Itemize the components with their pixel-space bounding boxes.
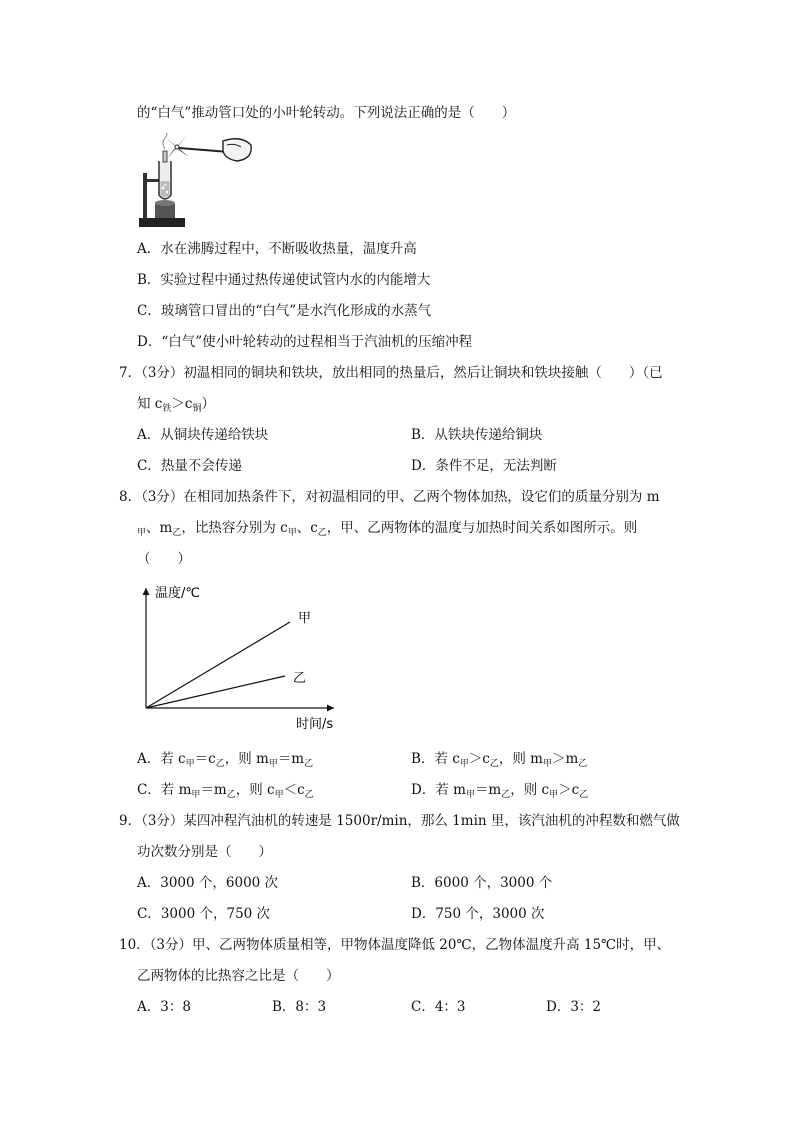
q9-option-a[interactable]: A．3000 个，6000 次 bbox=[137, 875, 279, 891]
q6-option-c[interactable]: C．玻璃管口冒出的“白气”是水汽化形成的水蒸气 bbox=[137, 303, 432, 319]
temperature-time-graph bbox=[130, 580, 360, 730]
q9-option-c[interactable]: C．3000 个，750 次 bbox=[137, 906, 271, 922]
series-yi-label: 乙 bbox=[293, 671, 307, 686]
q9-stem-line2: 功次数分别是（ ） bbox=[137, 844, 272, 860]
q8-stem-line3: （ ） bbox=[137, 551, 191, 567]
q7-stem-line1: 7．（3分）初温相同的铜块和铁块，放出相同的热量后，然后让铜块和铁块接触（ ）（已 bbox=[119, 365, 663, 381]
q7-stem-line2: 知 $c_铁>c_铜$） bbox=[137, 396, 215, 414]
q7-option-c[interactable]: C．热量不会传递 bbox=[137, 458, 242, 474]
q10-option-a[interactable]: A．3：8 bbox=[137, 999, 191, 1015]
series-jia-label: 甲 bbox=[298, 611, 312, 626]
q8-option-d[interactable]: D．若 $m_甲=m_乙$，则 $c_甲>c_乙$ bbox=[411, 782, 589, 800]
q8-option-a[interactable]: A．若 $c_甲=c_乙$，则 $m_甲=m_乙$ bbox=[137, 751, 314, 769]
series-jia-line bbox=[146, 622, 290, 708]
q10-option-b[interactable]: B．8：3 bbox=[272, 999, 327, 1015]
q8-option-b[interactable]: B．若 $c_甲>c_乙$，则 $m_甲>m_乙$ bbox=[411, 751, 588, 769]
q7-option-d[interactable]: D．条件不足，无法判断 bbox=[411, 458, 557, 474]
q8-stem-line1: 8．（3分）在相同加热条件下，对初温相同的甲、乙两个物体加热，设它们的质量分别为 m bbox=[119, 489, 660, 505]
q10-option-d[interactable]: D．3：2 bbox=[546, 999, 602, 1015]
q9-option-b[interactable]: B．6000 个，3000 个 bbox=[411, 875, 553, 891]
y-axis-label: 温度/℃ bbox=[155, 586, 200, 601]
q10-stem-line2: 乙两物体的比热容之比是（ ） bbox=[137, 968, 340, 984]
q9-option-d[interactable]: D．750 个，3000 次 bbox=[411, 906, 545, 922]
q7-option-a[interactable]: A．从铜块传递给铁块 bbox=[137, 427, 269, 443]
q10-stem-line1: 10．（3分）甲、乙两物体质量相等，甲物体温度降低 20℃，乙物体温度升高 15℃时，甲、 bbox=[119, 937, 671, 953]
boiling-test-tube-pinwheel-illustration bbox=[137, 133, 255, 229]
x-axis-label: 时间/s bbox=[296, 717, 334, 730]
series-yi-line bbox=[146, 676, 285, 708]
q8-option-c[interactable]: C．若 $m_甲=m_乙$，则 $c_甲<c_乙$ bbox=[137, 782, 314, 800]
q7-option-b[interactable]: B．从铁块传递给铜块 bbox=[411, 427, 543, 443]
q6-option-d[interactable]: D．“白气”使小叶轮转动的过程相当于汽油机的压缩冲程 bbox=[137, 334, 473, 350]
q6-option-b[interactable]: B．实验过程中通过热传递使试管内水的内能增大 bbox=[137, 272, 431, 288]
q8-stem-line2: $_甲$、$m_乙$，比热容分别为 $c_甲$、$c_乙$，甲、乙两物体的温度与加热时间关系如图所示。则 bbox=[137, 520, 638, 538]
q9-stem-line1: 9．（3分）某四冲程汽油机的转速是 1500r/min，那么 1min 里，该汽油机的冲程数和燃气做 bbox=[119, 813, 680, 829]
q10-option-c[interactable]: C．4：3 bbox=[411, 999, 466, 1015]
q6-option-a[interactable]: A．水在沸腾过程中，不断吸收热量，温度升高 bbox=[137, 241, 417, 257]
q6-stem-tail: 的“白气”推动管口处的小叶轮转动。下列说法正确的是（ ） bbox=[137, 105, 516, 121]
